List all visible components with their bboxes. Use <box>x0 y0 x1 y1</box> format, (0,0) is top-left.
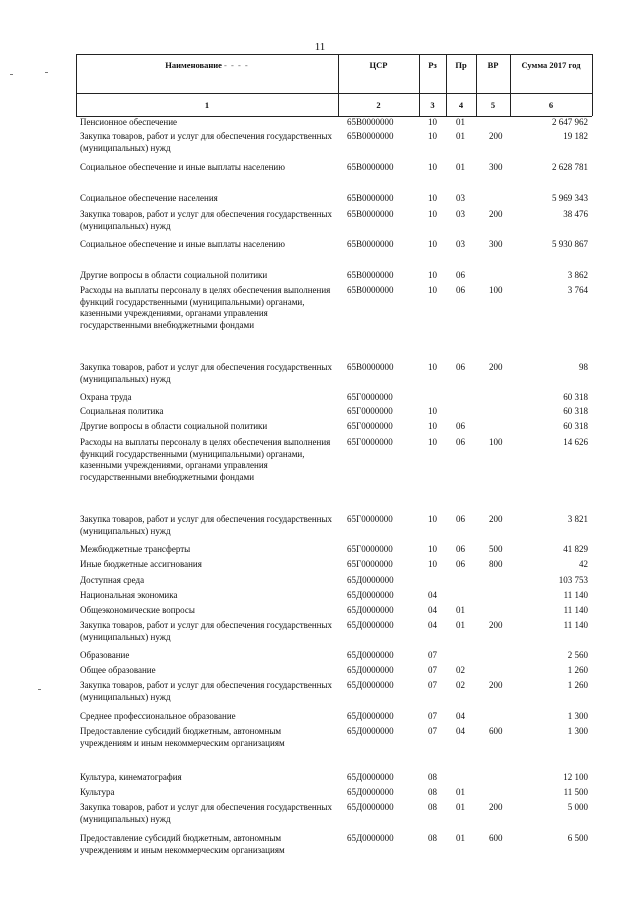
row-csr: 65В0000000 <box>347 362 394 372</box>
row-name: Социальная политика <box>80 406 164 416</box>
margin-mark <box>38 689 41 690</box>
row-pr: 06 <box>456 270 465 280</box>
header-name-trail: - - - - <box>224 60 249 70</box>
row-rz: 10 <box>428 544 437 554</box>
row-vr: 800 <box>489 559 503 569</box>
row-sum: 3 764 <box>567 285 588 295</box>
row-csr: 65Г0000000 <box>347 437 393 447</box>
row-sum: 2 647 962 <box>552 117 588 127</box>
row-pr: 03 <box>456 239 465 249</box>
header-num-csr: 2 <box>376 100 381 110</box>
header-num-sum: 6 <box>548 100 554 110</box>
row-rz: 10 <box>428 239 437 249</box>
row-pr: 02 <box>456 680 465 690</box>
row-csr: 65В0000000 <box>347 209 394 219</box>
row-sum: 3 821 <box>567 514 588 524</box>
header-rz: Рз <box>428 60 437 70</box>
row-sum: 2 628 781 <box>552 162 588 172</box>
header-num-name: 1 <box>204 100 210 110</box>
row-pr: 01 <box>456 131 465 141</box>
row-csr: 65Г0000000 <box>347 514 393 524</box>
row-pr: 01 <box>456 833 465 843</box>
row-name: Другие вопросы в области социальной политики <box>80 421 268 431</box>
row-pr: 01 <box>456 162 465 172</box>
header-vline <box>592 54 593 116</box>
row-name: Закупка товаров, работ и услуг для обеспечения государственных (муниципальных) нужд <box>80 362 333 384</box>
row-sum: 41 829 <box>563 544 588 554</box>
row-rz: 10 <box>428 406 437 416</box>
row-name: Культура, кинематография <box>80 772 182 782</box>
row-rz: 08 <box>428 833 437 843</box>
row-csr: 65Д0000000 <box>347 833 394 843</box>
row-rz: 07 <box>428 680 437 690</box>
row-sum: 11 140 <box>563 590 588 600</box>
row-sum: 98 <box>579 362 588 372</box>
page-number: 11 <box>314 41 326 53</box>
row-pr: 06 <box>456 421 465 431</box>
row-rz: 10 <box>428 285 437 295</box>
row-rz: 08 <box>428 802 437 812</box>
row-name: Закупка товаров, работ и услуг для обеспечения государственных (муниципальных) нужд <box>80 131 333 153</box>
row-vr: 200 <box>489 802 503 812</box>
row-pr: 06 <box>456 285 465 295</box>
row-vr: 200 <box>489 131 503 141</box>
row-name: Социальное обеспечение населения <box>80 193 218 203</box>
row-csr: 65Д0000000 <box>347 726 394 736</box>
header-num-pr: 4 <box>458 100 464 110</box>
row-csr: 65Д0000000 <box>347 575 394 585</box>
row-name: Другие вопросы в области социальной политики <box>80 270 268 280</box>
row-sum: 2 560 <box>567 650 588 660</box>
row-vr: 300 <box>489 162 503 172</box>
row-sum: 11 500 <box>563 787 588 797</box>
row-pr: 04 <box>456 726 465 736</box>
row-name: Общее образование <box>80 665 156 675</box>
row-pr: 06 <box>456 514 465 524</box>
row-vr: 600 <box>489 726 503 736</box>
row-name: Закупка товаров, работ и услуг для обеспечения государственных (муниципальных) нужд <box>80 514 333 536</box>
row-csr: 65Г0000000 <box>347 406 393 416</box>
header-top-border <box>76 54 592 55</box>
row-name: Иные бюджетные ассигнования <box>80 559 202 569</box>
row-sum: 1 260 <box>567 680 588 690</box>
row-csr: 65В0000000 <box>347 285 394 295</box>
row-name: Социальное обеспечение и иные выплаты населению <box>80 239 285 249</box>
header-vr: ВР <box>487 60 499 70</box>
header-name <box>76 60 338 70</box>
row-vr: 100 <box>489 437 503 447</box>
row-csr: 65Г0000000 <box>347 544 393 554</box>
row-sum: 6 500 <box>567 833 588 843</box>
row-pr: 02 <box>456 665 465 675</box>
header-mid-border <box>76 93 592 94</box>
row-rz: 10 <box>428 421 437 431</box>
row-rz: 04 <box>428 590 437 600</box>
row-rz: 10 <box>428 209 437 219</box>
row-csr: 65В0000000 <box>347 162 394 172</box>
row-rz: 07 <box>428 711 437 721</box>
row-pr: 01 <box>456 787 465 797</box>
row-sum: 42 <box>579 559 588 569</box>
row-sum: 5 969 343 <box>552 193 588 203</box>
row-pr: 01 <box>456 802 465 812</box>
row-pr: 01 <box>456 605 465 615</box>
row-pr: 01 <box>456 117 465 127</box>
row-csr: 65Д0000000 <box>347 772 394 782</box>
row-sum: 60 318 <box>563 406 588 416</box>
row-csr: 65В0000000 <box>347 270 394 280</box>
row-name: Культура <box>80 787 115 797</box>
row-vr: 200 <box>489 620 503 630</box>
row-sum: 1 260 <box>567 665 588 675</box>
row-name: Пенсионное обеспечение <box>80 117 178 127</box>
row-name: Общеэкономические вопросы <box>80 605 195 615</box>
row-rz: 10 <box>428 162 437 172</box>
row-vr: 100 <box>489 285 503 295</box>
row-csr: 65Г0000000 <box>347 559 393 569</box>
row-csr: 65Д0000000 <box>347 787 394 797</box>
row-rz: 10 <box>428 437 437 447</box>
row-sum: 60 318 <box>563 392 588 402</box>
row-sum: 19 182 <box>563 131 588 141</box>
row-sum: 5 000 <box>567 802 588 812</box>
row-pr: 06 <box>456 437 465 447</box>
row-pr: 03 <box>456 193 465 203</box>
row-vr: 200 <box>489 362 503 372</box>
row-rz: 10 <box>428 193 437 203</box>
row-pr: 06 <box>456 362 465 372</box>
row-rz: 10 <box>428 362 437 372</box>
header-pr: Пр <box>455 60 467 70</box>
row-csr: 65Д0000000 <box>347 605 394 615</box>
row-csr: 65Д0000000 <box>347 802 394 812</box>
margin-mark <box>10 74 13 75</box>
row-rz: 08 <box>428 772 437 782</box>
row-pr: 06 <box>456 559 465 569</box>
row-csr: 65Д0000000 <box>347 680 394 690</box>
row-vr: 300 <box>489 239 503 249</box>
row-name: Предоставление субсидий бюджетным, автономным учреждениям и иным некоммерческим организациям <box>80 726 285 748</box>
row-rz: 10 <box>428 559 437 569</box>
row-rz: 07 <box>428 665 437 675</box>
row-sum: 5 930 867 <box>552 239 588 249</box>
row-rz: 10 <box>428 514 437 524</box>
row-csr: 65Д0000000 <box>347 711 394 721</box>
row-vr: 500 <box>489 544 503 554</box>
row-name: Закупка товаров, работ и услуг для обеспечения государственных (муниципальных) нужд <box>80 802 333 824</box>
header-num-vr: 5 <box>490 100 496 110</box>
row-name: Закупка товаров, работ и услуг для обеспечения государственных (муниципальных) нужд <box>80 209 333 231</box>
row-csr: 65Г0000000 <box>347 421 393 431</box>
row-name: Закупка товаров, работ и услуг для обеспечения государственных (муниципальных) нужд <box>80 620 333 642</box>
row-sum: 12 100 <box>563 772 588 782</box>
row-name: Охрана труда <box>80 392 132 402</box>
row-name: Национальная экономика <box>80 590 178 600</box>
row-rz: 04 <box>428 620 437 630</box>
row-vr: 600 <box>489 833 503 843</box>
row-name: Межбюджетные трансферты <box>80 544 191 554</box>
row-rz: 10 <box>428 117 437 127</box>
row-vr: 200 <box>489 514 503 524</box>
row-csr: 65В0000000 <box>347 193 394 203</box>
row-pr: 04 <box>456 711 465 721</box>
row-name: Закупка товаров, работ и услуг для обеспечения государственных (муниципальных) нужд <box>80 680 333 702</box>
row-rz: 08 <box>428 787 437 797</box>
row-vr: 200 <box>489 680 503 690</box>
margin-mark <box>45 72 48 73</box>
row-csr: 65Г0000000 <box>347 392 393 402</box>
row-name: Расходы на выплаты персоналу в целях обеспечения выполнения функций государственными (муниципальными) органами, казенными учреждениями, органами управления государственными внебюджетными фондами <box>80 285 331 330</box>
row-name: Доступная среда <box>80 575 145 585</box>
row-csr: 65В0000000 <box>347 131 394 141</box>
row-sum: 1 300 <box>567 726 588 736</box>
row-name: Среднее профессиональное образование <box>80 711 236 721</box>
row-csr: 65В0000000 <box>347 239 394 249</box>
row-sum: 1 300 <box>567 711 588 721</box>
row-pr: 03 <box>456 209 465 219</box>
row-pr: 01 <box>456 620 465 630</box>
row-name: Социальное обеспечение и иные выплаты населению <box>80 162 285 172</box>
row-rz: 04 <box>428 605 437 615</box>
row-sum: 11 140 <box>563 620 588 630</box>
row-csr: 65Д0000000 <box>347 650 394 660</box>
header-name-text: Наименование <box>165 60 222 70</box>
row-rz: 07 <box>428 726 437 736</box>
row-rz: 10 <box>428 270 437 280</box>
row-csr: 65В0000000 <box>347 117 394 127</box>
row-sum: 3 862 <box>567 270 588 280</box>
header-csr: ЦСР <box>369 60 388 70</box>
row-rz: 07 <box>428 650 437 660</box>
row-sum: 14 626 <box>563 437 588 447</box>
row-sum: 103 753 <box>558 575 588 585</box>
header-num-rz: 3 <box>430 100 435 110</box>
row-name: Образование <box>80 650 130 660</box>
row-sum: 11 140 <box>563 605 588 615</box>
row-sum: 60 318 <box>563 421 588 431</box>
row-csr: 65Д0000000 <box>347 620 394 630</box>
row-name: Предоставление субсидий бюджетным, автономным учреждениям и иным некоммерческим организациям <box>80 833 285 855</box>
row-pr: 06 <box>456 544 465 554</box>
row-rz: 10 <box>428 131 437 141</box>
row-sum: 38 476 <box>563 209 588 219</box>
row-name: Расходы на выплаты персоналу в целях обеспечения выполнения функций государственными (муниципальными) органами, казенными учреждениями, органами управления государственными внебюджетными фондами <box>80 437 331 482</box>
row-vr: 200 <box>489 209 503 219</box>
row-csr: 65Д0000000 <box>347 590 394 600</box>
header-sum: Сумма 2017 год <box>521 60 581 70</box>
row-csr: 65Д0000000 <box>347 665 394 675</box>
